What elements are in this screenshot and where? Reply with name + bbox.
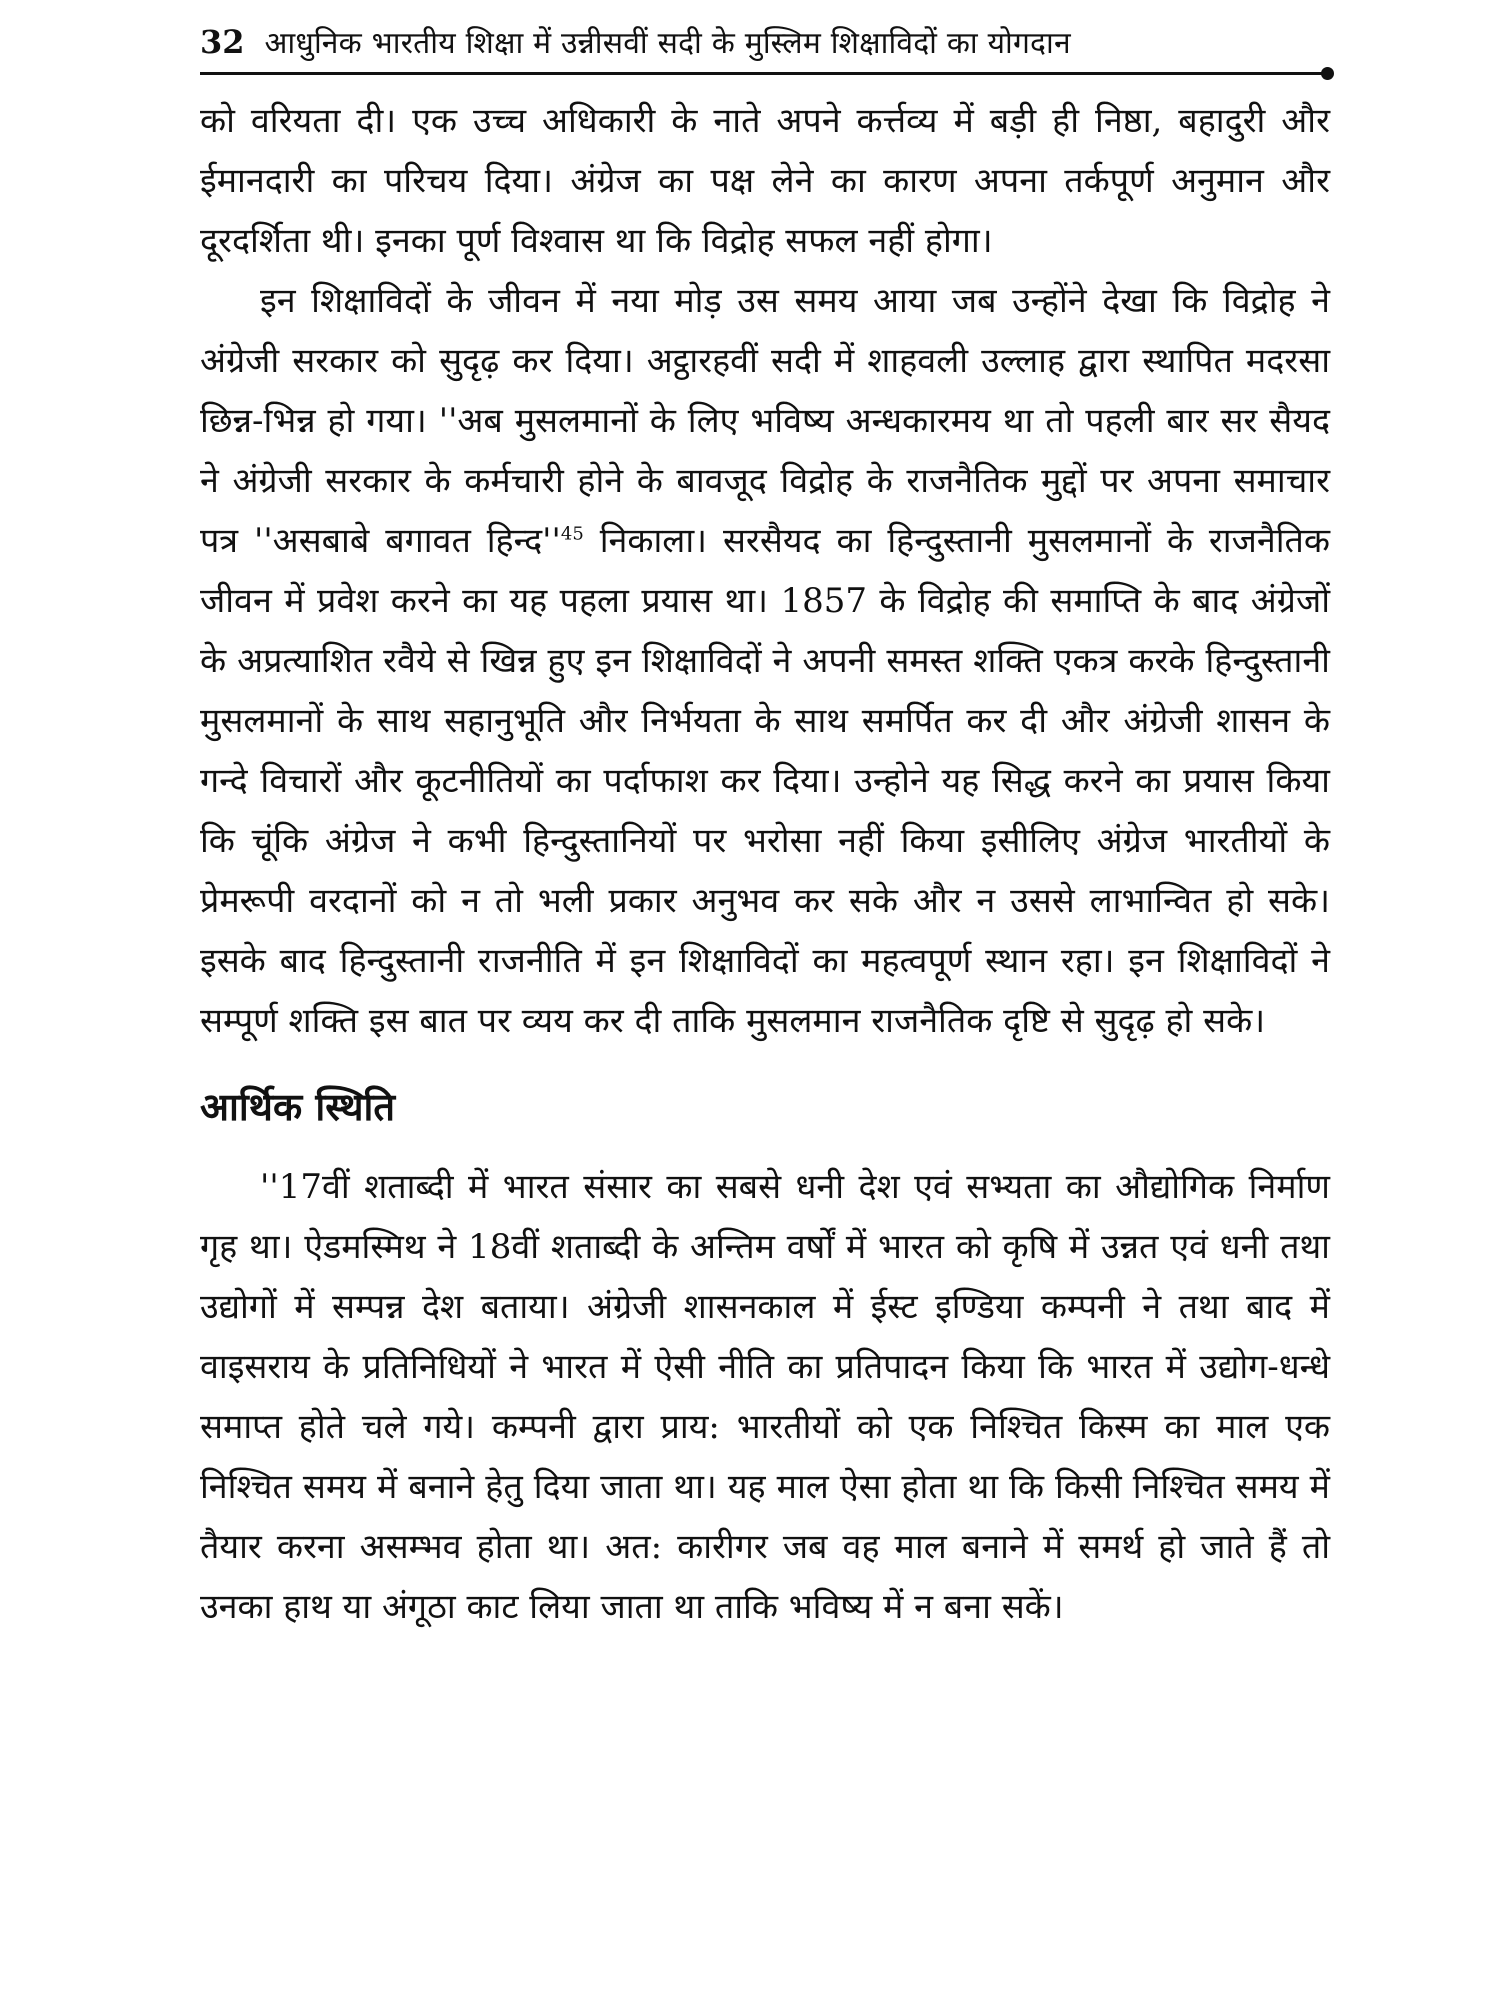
footnote-reference: 45 [560, 523, 584, 545]
body-text [200, 91, 1330, 1637]
header-rule-divider [200, 72, 1330, 75]
book-title: आधुनिक भारतीय शिक्षा में उन्नीसवीं सदी के मुस्लिम शिक्षाविदों का योगदान [264, 26, 1071, 61]
paragraph-text: निकाला। सरसैयद का हिन्दुस्तानी मुसलमानों के राजनैतिक जीवन में प्रवेश करने का यह पहला प्रयास था। 1857 के विद्रोह की समाप्ति के बाद अंग्रेजों के अप्रत्याशित रवैये से खिन्न हुए इन शिक्षाविदों ने अपनी समस्त शक्ति एकत्र करके हिन्दुस्तानी मुसलमानों के साथ सहानुभूति और निर्भयता के साथ समर्पित कर दी और अंग्रेजी शासन के गन्दे विचारों और कूटनीतियों का पर्दाफाश कर दिया। उन्होने यह सिद्ध करने का प्रयास किया कि चूंकि अंग्रेज ने कभी हिन्दुस्तानियों पर भरोसा नहीं किया इसीलिए अंग्रेज भारतीयों के प्रेमरूपी वरदानों को न तो भली प्रकार अनुभव कर सके और न उससे लाभान्वित हो सके। इसके बाद हिन्दुस्तानी राजनीति में इन शिक्षाविदों का महत्वपूर्ण स्थान रहा। इन शिक्षाविदों ने सम्पूर्ण शक्ति इस बात पर व्यय कर दी ताकि मुसलमान राजनैतिक दृष्टि से सुदृढ़ हो सके। [200, 521, 1330, 1041]
paragraph-continued: को वरियता दी। एक उच्च अधिकारी के नाते अपने कर्त्तव्य में बड़ी ही निष्ठा, बहादुरी और ईमानदारी का परिचय दिया। अंग्रेज का पक्ष लेने का कारण अपना तर्कपूर्ण अनुमान और दूरदर्शिता थी। इनका पूर्ण विश्वास था कि विद्रोह सफल नहीं होगा। [200, 101, 1330, 261]
paragraph-turning-point [200, 271, 1330, 1051]
paragraph-text: इन शिक्षाविदों के जीवन में नया मोड़ उस समय आया जब उन्होंने देखा कि विद्रोह ने अंग्रेजी सरकार को सुदृढ़ कर दिया। अट्ठारहवीं सदी में शाहवली उल्लाह द्वारा स्थापित मदरसा छिन्न-भिन्न हो गया। ''अब मुसलमानों के लिए भविष्य अन्धकारमय था तो पहली बार सर सैयद ने अंग्रेजी सरकार के कर्मचारी होने के बावजूद विद्रोह के राजनैतिक मुद्दों पर अपना समाचार पत्र ''असबाबे बगावत हिन्द'' [200, 281, 1330, 561]
section-heading: आर्थिक स्थिति [200, 1085, 396, 1129]
running-header [200, 20, 1330, 66]
page-number: 32 [200, 23, 245, 61]
paragraph-economic: ''17वीं शताब्दी में भारत संसार का सबसे धनी देश एवं सभ्यता का औद्योगिक निर्माण गृह था। ऐडमस्मिथ ने 18वीं शताब्दी के अन्तिम वर्षों में भारत को कृषि में उन्नत एवं धनी तथा उद्योगों में सम्पन्न देश बताया। अंग्रेजी शासनकाल में ईस्ट इण्डिया कम्पनी ने तथा बाद में वाइसराय के प्रतिनिधियों ने भारत में ऐसी नीति का प्रतिपादन किया कि भारत में उद्योग-धन्धे समाप्त होते चले गये। कम्पनी द्वारा प्राय: भारतीयों को एक निश्चित किस्म का माल एक निश्चित समय में बनाने हेतु दिया जाता था। यह माल ऐसा होता था कि किसी निश्चित समय में तैयार करना असम्भव होता था। अत: कारीगर जब वह माल बनाने में समर्थ हो जाते हैं तो उनका हाथ या अंगूठा काट लिया जाता था ताकि भविष्य में न बना सकें। [200, 1167, 1330, 1627]
